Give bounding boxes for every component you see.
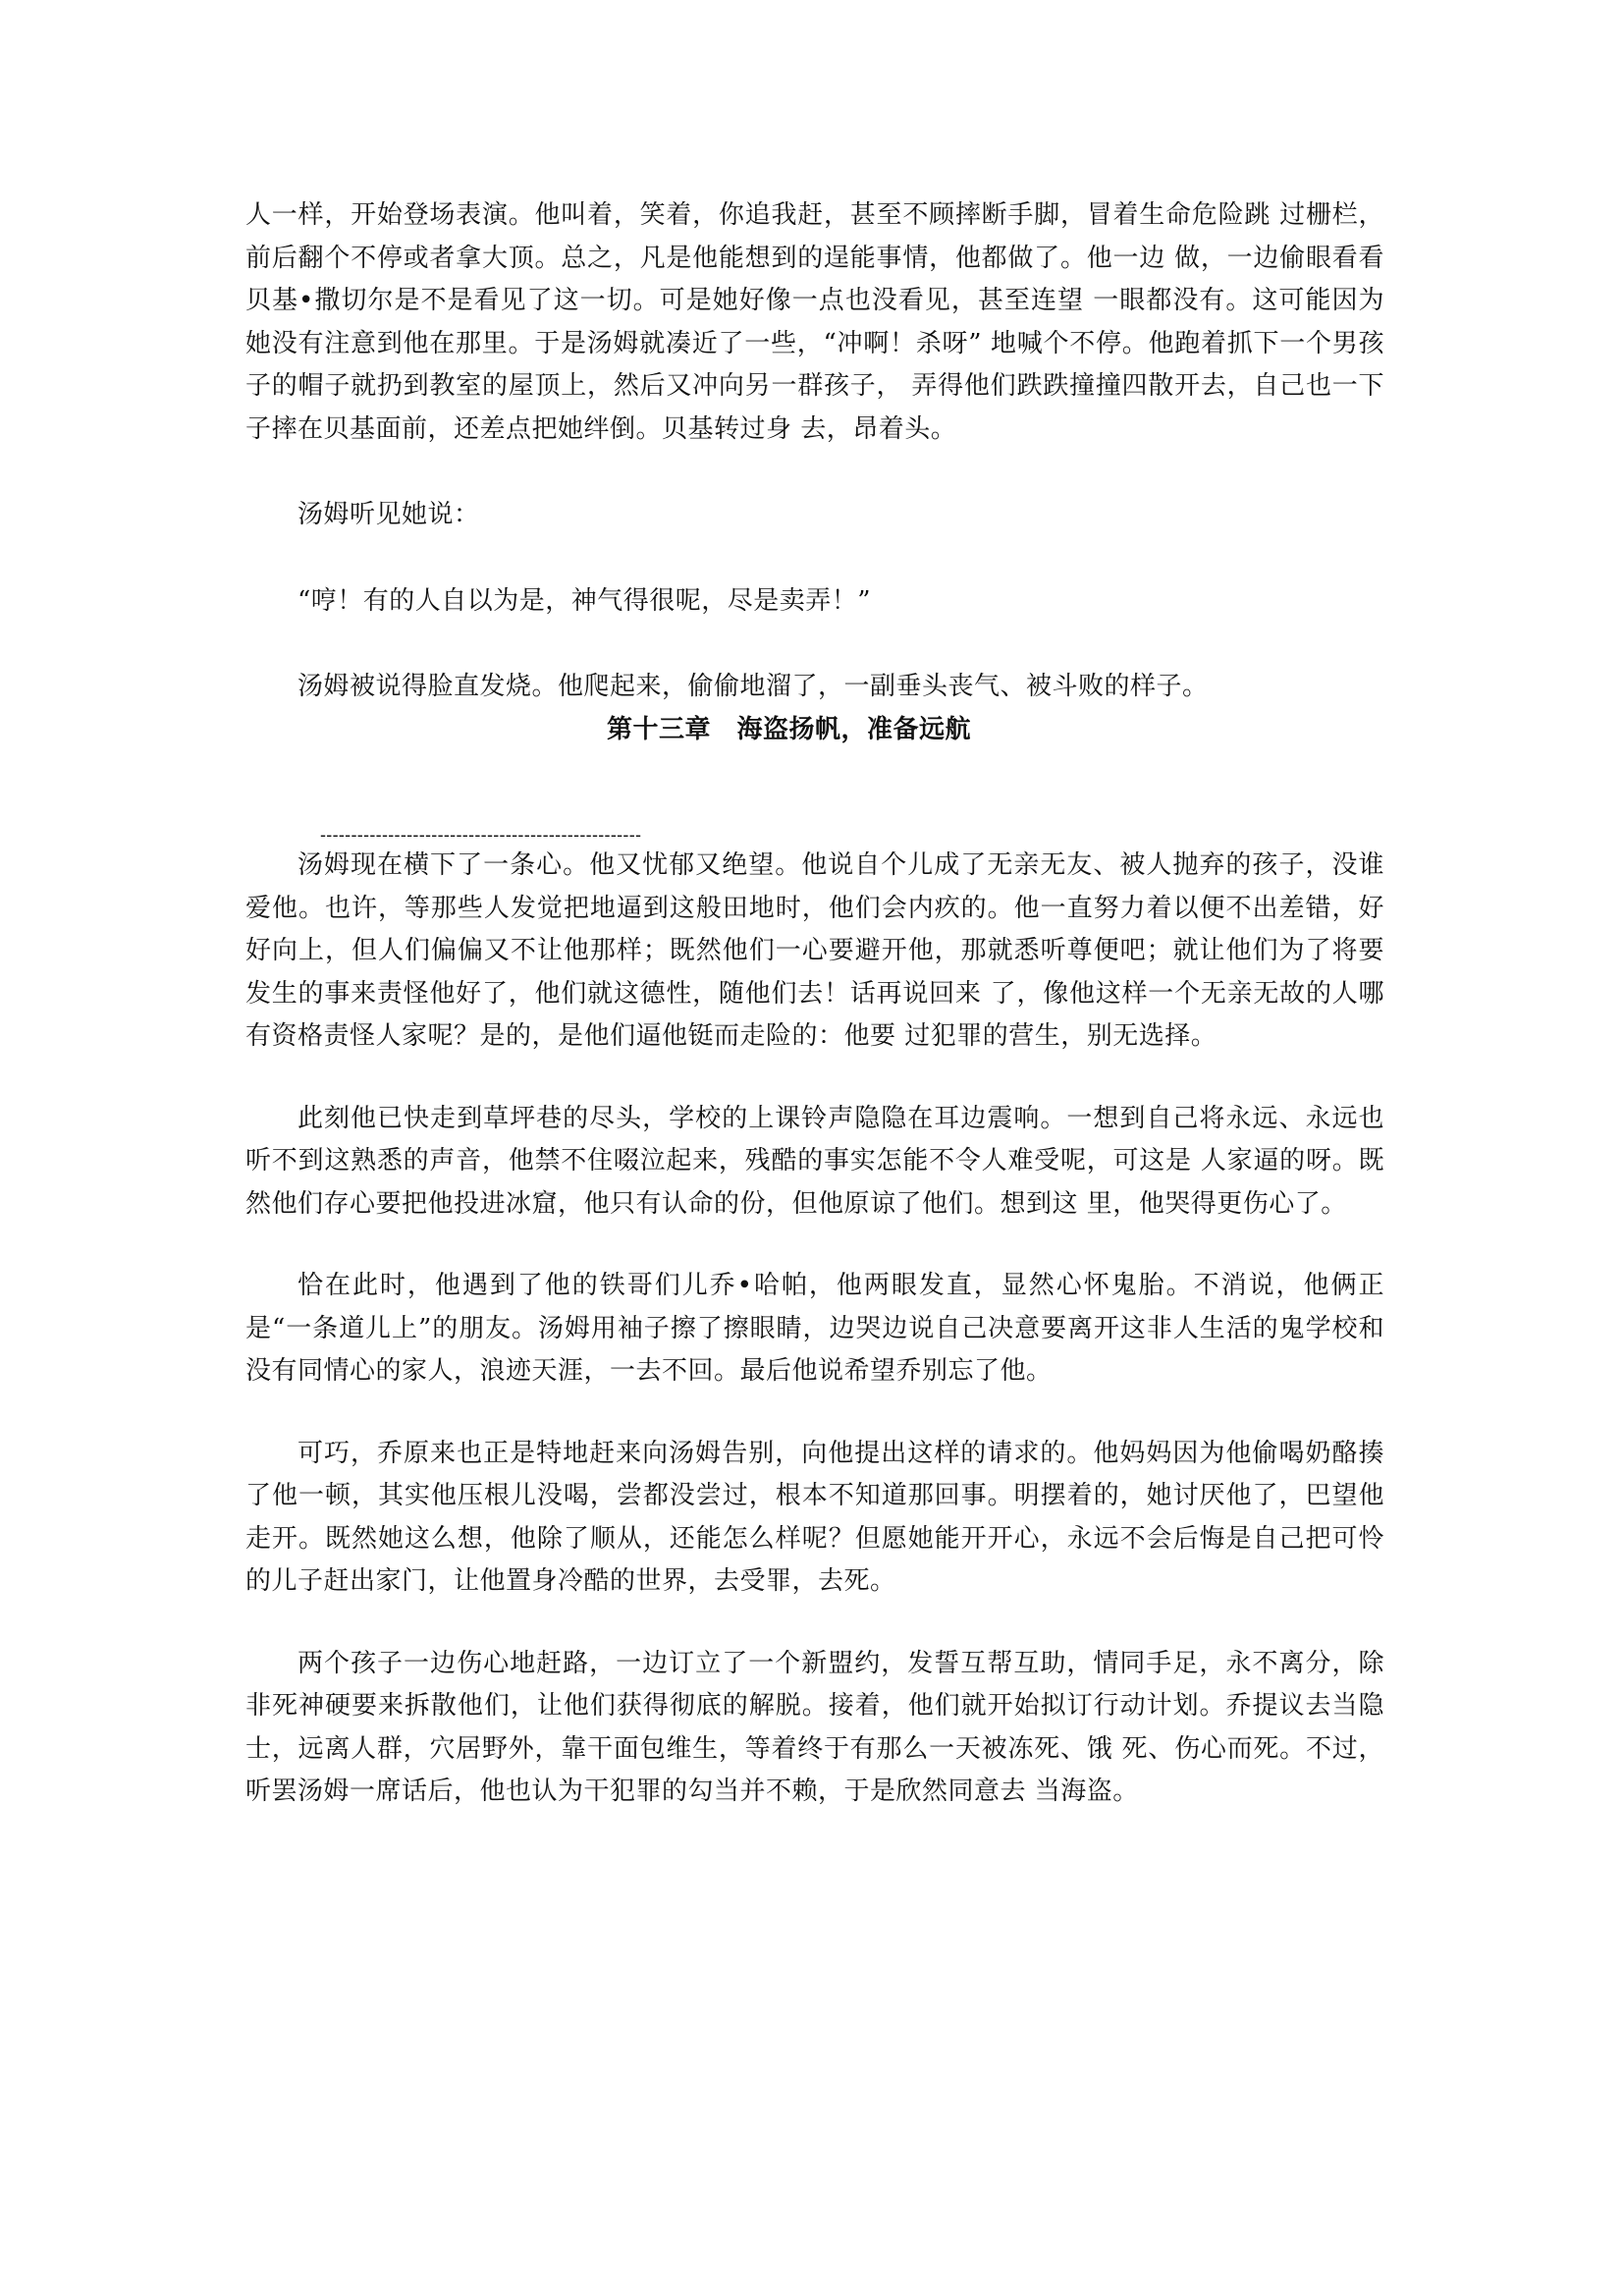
paragraph-meets-joe: 恰在此时，他遇到了他的铁哥们儿乔•哈帕，他两眼发直，显然心怀鬼胎。不消说，他俩正是“一条道儿上”的朋友。汤姆用袖子擦了擦眼睛，边哭边说自己决意要离开这非人生活的鬼学校和没有同情心的家人，浪迹天涯，一去不回。最后他说希望乔别忘了他。 (245, 1271, 1384, 1386)
section-divider: ---------------------------------------------------- (320, 825, 642, 845)
paragraph-tom-blushes: 汤姆被说得脸直发烧。他爬起来，偷偷地溜了，一副垂头丧气、被斗败的样子。 (298, 672, 1209, 701)
paragraph-tom-resolves: 汤姆现在横下了一条心。他又忧郁又绝望。他说自个儿成了无亲无友、被人抛弃的孩子，没谁爱他。也许，等那些人发觉把地逼到这般田地时，他们会内疚的。他一直努力着以便不出差错，好好向上，但人们偏偏又不让他那样；既然他们一心要避开他，那就悉听尊便吧；就让他们为了将要发生的事来责怪他好了，他们就这德性，随他们去！话再说回来 了，像他这样一个无亲无故的人哪有资格责怪人家呢？是的，是他们逼他铤而走险的：他要 过犯罪的营生，别无选择。 (245, 850, 1384, 1051)
document-page (245, 194, 1384, 1814)
paragraph-new-pact: 两个孩子一边伤心地赶路，一边订立了一个新盟约，发誓互帮互助，情同手足，永不离分，除非死神硬要来拆散他们，让他们获得彻底的解脱。接着，他们就开始拟订行动计划。乔提议去当隐士，远离人群，穴居野外，靠干面包维生，等着终于有那么一天被冻死、饿 死、伤心而死。不过，听罢汤姆一席话后，他也认为干犯罪的勾当并不赖，于是欣然同意去 当海盗。 (245, 1648, 1384, 1806)
paragraph-tom-hears: 汤姆听见她说： (298, 500, 480, 529)
paragraph-joe-farewell: 可巧，乔原来也正是特地赶来向汤姆告别，向他提出这样的请求的。他妈妈因为他偷喝奶酪揍了他一顿，其实他压根儿没喝，尝都没尝过，根本不知道那回事。明摆着的，她讨厌他了，巴望他走开。既然她这么想，他除了顺从，还能怎么样呢？但愿她能开开心，永远不会后悔是自己把可怜的儿子赶出家门，让他置身冷酷的世界，去受罪，去死。 (245, 1438, 1384, 1596)
paragraph-school-bell: 此刻他已快走到草坪巷的尽头，学校的上课铃声隐隐在耳边震响。一想到自己将永远、永远也听不到这熟悉的声音，他禁不住啜泣起来，残酷的事实怎能不令人难受呢，可这是 人家逼的呀。既然他们存心要把他投进冰窟，他只有认命的份，但他原谅了他们。想到这 里，他哭得更伤心了。 (245, 1103, 1384, 1219)
paragraph-showing-off: 人一样，开始登场表演。他叫着，笑着，你追我赶，甚至不顾摔断手脚，冒着生命危险跳 过栅栏，前后翻个不停或者拿大顶。总之，凡是他能想到的逞能事情，他都做了。他一边 做，一边偷眼看看贝基•撒切尔是不是看见了这一切。可是她好像一点也没看见，甚至连望 一眼都没有。这可能因为她没有注意到他在那里。于是汤姆就凑近了一些，“冲啊！杀呀” 地喊个不停。他跑着抓下一个男孩子的帽子就扔到教室的屋顶上，然后又冲向另一群孩子， 弄得他们跌跌撞撞四散开去，自己也一下子摔在贝基面前，还差点把她绊倒。贝基转过身 去，昂着头。 (245, 200, 1384, 444)
chapter-title: 第十三章 海盗扬帆，准备远航 (607, 714, 972, 744)
paragraph-becky-quote: “哼！有的人自以为是，神气得很呢，尽是卖弄！” (298, 585, 872, 616)
